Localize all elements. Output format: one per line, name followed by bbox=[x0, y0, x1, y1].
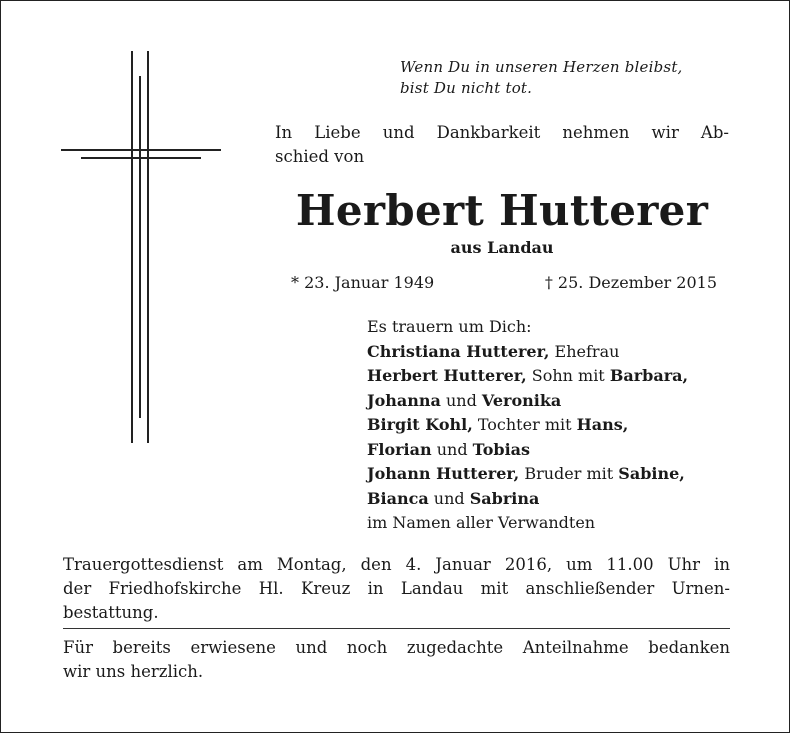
mourner-name: Tobias bbox=[472, 439, 531, 459]
mourner-name: Johann Hutterer, bbox=[367, 464, 520, 483]
mourners-closing: im Namen aller Verwandten bbox=[367, 513, 596, 532]
motto bbox=[400, 57, 740, 99]
death-date: † 25. Dezember 2015 bbox=[544, 273, 717, 292]
mourner-name: Sabrina bbox=[469, 488, 540, 508]
thanks-notice bbox=[63, 636, 730, 684]
service-notice bbox=[63, 553, 730, 625]
mourner-name: Veronika bbox=[481, 390, 562, 410]
mourners-list bbox=[367, 315, 729, 536]
mourner-relation: Ehefrau bbox=[549, 341, 620, 361]
mourner-name: Hans, bbox=[576, 415, 629, 434]
mourner-name: Barbara, bbox=[609, 366, 689, 385]
birth-date: * 23. Januar 1949 bbox=[291, 273, 435, 292]
mourner-name: Florian bbox=[367, 439, 432, 459]
cross-icon bbox=[61, 51, 221, 443]
mourner-line bbox=[367, 438, 729, 463]
mourner-name: Herbert Hutterer, bbox=[367, 366, 527, 385]
mourner-relation: Tochter mit bbox=[472, 415, 577, 434]
mourner-relation: und bbox=[428, 488, 470, 508]
mourner-lines bbox=[367, 340, 729, 512]
intro-line: schied von bbox=[275, 147, 365, 166]
mourner-relation: und bbox=[440, 390, 482, 410]
intro-line: In Liebe und Dankbarkeit nehmen wir Ab- bbox=[275, 123, 729, 142]
deceased-name: Herbert Hutterer bbox=[295, 186, 709, 235]
mourner-line bbox=[367, 413, 729, 438]
mourner-name: Bianca bbox=[367, 488, 429, 508]
mourner-line bbox=[367, 462, 729, 487]
mourner-name: Christiana Hutterer, bbox=[367, 341, 550, 361]
service-line: bestattung. bbox=[63, 603, 159, 622]
mourners-heading: Es trauern um Dich: bbox=[367, 317, 532, 336]
mourner-relation: Bruder mit bbox=[519, 464, 619, 483]
mourner-line bbox=[367, 487, 729, 512]
divider bbox=[63, 628, 730, 629]
mourner-relation: und bbox=[431, 439, 473, 459]
service-line: Trauergottesdienst am Montag, den 4. Januar 2016, um 11.00 Uhr in bbox=[63, 555, 730, 574]
mourner-line bbox=[367, 340, 729, 365]
motto-line: bist Du nicht tot. bbox=[400, 79, 533, 97]
service-line: der Friedhofskirche Hl. Kreuz in Landau mit anschließender Urnen- bbox=[63, 579, 730, 598]
mourner-line bbox=[367, 364, 729, 389]
intro-text bbox=[275, 121, 729, 169]
thanks-line: Für bereits erwiesene und noch zugedachte Anteilnahme bedanken bbox=[63, 638, 730, 657]
mourner-name: Sabine, bbox=[618, 464, 685, 483]
thanks-line: wir uns herzlich. bbox=[63, 662, 204, 681]
mourner-name: Johanna bbox=[367, 390, 441, 410]
mourner-line bbox=[367, 389, 729, 414]
deceased-origin: aus Landau bbox=[450, 238, 554, 257]
mourner-relation: Sohn mit bbox=[526, 366, 610, 385]
mourner-name: Birgit Kohl, bbox=[367, 415, 473, 434]
motto-line: Wenn Du in unseren Herzen bleibst, bbox=[400, 58, 683, 76]
